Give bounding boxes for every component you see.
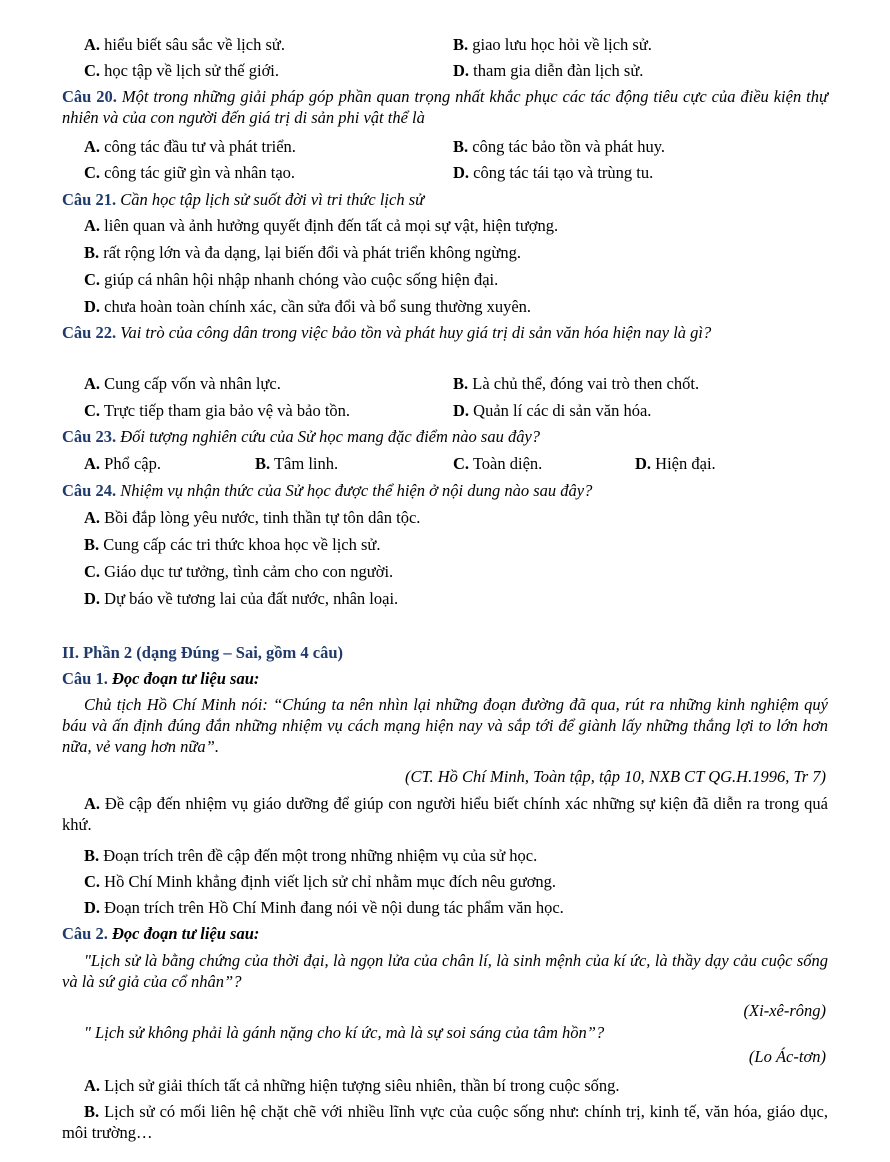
q21-option-a [84,215,558,237]
question-label: Câu 2. [62,924,108,943]
option-letter: C. [84,61,101,80]
option-letter: D. [453,163,470,182]
option-letter: B. [84,1102,100,1121]
option-text: Trực tiếp tham gia bảo vệ và bảo tồn. [100,401,351,420]
option-text: Lịch sử có mối liên hệ chặt chẽ với nhiều lĩnh vực của cuộc sống như: chính trị, kinh tế, văn hóa, giáo dục, môi trường… [62,1102,828,1142]
option-letter: A. [84,374,101,393]
q23-stem [62,426,828,448]
q21-option-b [84,242,521,264]
question-label: Câu 24. [62,481,117,500]
option-text: Hồ Chí Minh khẳng định viết lịch sử chỉ nhằm mục đích nêu gương. [100,872,557,891]
question-label: Câu 21. [62,190,117,209]
option-text: Lịch sử giải thích tất cả những hiện tượng siêu nhiên, thần bí trong cuộc sống. [100,1076,620,1095]
q24-option-a [84,507,420,529]
option-text: công tác bảo tồn và phát huy. [468,137,666,156]
option-text: Giáo dục tư tưởng, tình cảm cho con người. [100,562,394,581]
option-text: Dự báo về tương lai của đất nước, nhân loại. [100,589,399,608]
option-text: chưa hoàn toàn chính xác, cần sửa đổi và bổ sung thường xuyên. [100,297,532,316]
option-text: Quản lí các di sản văn hóa. [469,401,652,420]
q21-option-d [84,296,531,318]
option-text: giao lưu học hỏi về lịch sử. [468,35,652,54]
option-letter: C. [84,562,101,581]
option-text: Đoạn trích trên Hồ Chí Minh đang nói về nội dung tác phẩm văn học. [100,898,564,917]
q20-option-d [453,162,653,184]
option-text: Bồi đắp lòng yêu nước, tinh thần tự tôn dân tộc. [100,508,421,527]
q19-option-a [84,34,285,56]
q20-option-c [84,162,295,184]
p2q1-option-c [84,871,556,893]
q24-stem [62,480,828,502]
q24-option-d [84,588,398,610]
quote-text: Chủ tịch Hồ Chí Minh nói: “Chúng ta nên nhìn lại những đoạn đường đã qua, rút ra những kinh nghiệm quý báu và ấn định đúng đắn những nhiệm vụ cách mạng hiện nay và sắp tới để giành lấy những thắng lợi to lớn hơn nữa, vẻ vang hơn nữa”. [62,695,828,756]
option-letter: B. [255,454,271,473]
option-letter: C. [84,401,101,420]
question-label: Câu 20. [62,87,117,106]
question-label: Câu 1. [62,669,108,688]
option-letter: D. [84,297,101,316]
q22-stem [62,322,828,343]
p2q2-stem [62,923,828,945]
option-text: công tác đầu tư và phát triển. [100,137,296,156]
option-text: Tâm linh. [270,454,339,473]
option-letter: C. [84,270,101,289]
p2q1-option-a [62,793,828,835]
p2q1-source: (CT. Hồ Chí Minh, Toàn tập, tập 10, NXB CT QG.H.1996, Tr 7) [405,767,826,786]
q20-stem [62,86,828,128]
option-letter: A. [84,216,101,235]
option-letter: A. [84,508,101,527]
p2q1-option-d [84,897,564,919]
q22-option-d [453,400,651,422]
option-letter: D. [635,454,652,473]
quote-text: "Lịch sử là bằng chứng của thời đại, là ngọn lửa của chân lí, là sinh mệnh của kí ức, là thầy dạy cảu cuộc sống và là sứ giả của cổ nhân”? [62,951,828,991]
q23-option-c [453,453,542,475]
part2-heading: II. Phần 2 (dạng Đúng – Sai, gồm 4 câu) [62,643,344,662]
option-letter: A. [84,1076,101,1095]
option-letter: C. [84,163,101,182]
question-text: Một trong những giải pháp góp phần quan trọng nhất khắc phục các tác động tiêu cực của điều kiện thự nhiên và của con người đến giá trị di sản phi vật thể là [62,87,828,127]
q19-option-c [84,60,279,82]
option-letter: A. [84,35,101,54]
option-text: hiểu biết sâu sắc về lịch sử. [100,35,285,54]
p2q1-stem [62,668,828,690]
option-text: giúp cá nhân hội nhập nhanh chóng vào cuộc sống hiện đại. [100,270,499,289]
q23-option-d [635,453,716,475]
option-letter: B. [84,243,100,262]
option-text: Cung cấp các tri thức khoa học về lịch sử. [99,535,381,554]
option-text: học tập về lịch sử thế giới. [100,61,280,80]
option-letter: B. [453,35,469,54]
p2q1-quote [62,694,828,757]
question-text: Đối tượng nghiên cứu của Sử học mang đặc điểm nào sau đây? [116,427,541,446]
q22-option-a [84,373,281,395]
option-text: Đoạn trích trên đề cập đến một trong những nhiệm vụ của sử học. [99,846,538,865]
option-text: Đề cập đến nhiệm vụ giáo dưỡng để giúp con người hiểu biết chính xác những sự kiện đã diễn ra trong quá khứ. [62,794,828,834]
q24-option-b [84,534,380,556]
option-text: công tác giữ gìn và nhân tạo. [100,163,296,182]
option-text: Toàn diện. [469,454,543,473]
question-text: Vai trò của công dân trong việc bảo tồn và phát huy giá trị di sản văn hóa hiện nay là gì? [116,323,712,342]
q22-option-c [84,400,350,422]
p2q2-option-b [62,1101,828,1143]
q21-stem [62,189,828,211]
p2q2-option-a [84,1075,620,1097]
q24-option-c [84,561,393,583]
p2q2-source-2: (Lo Ác-tơn) [748,1047,826,1066]
question-label: Câu 23. [62,427,117,446]
option-letter: C. [84,872,101,891]
q20-option-a [84,136,296,158]
option-text: Cung cấp vốn và nhân lực. [100,374,281,393]
option-letter: B. [453,374,469,393]
option-letter: B. [84,846,100,865]
option-text: Phổ cập. [100,454,161,473]
question-text: Nhiệm vụ nhận thức của Sử học được thể hiện ở nội dung nào sau đây? [116,481,593,500]
p2q1-option-b [84,845,537,867]
option-text: rất rộng lớn và đa dạng, lại biến đổi và phát triển không ngừng. [99,243,521,262]
option-text: tham gia diễn đàn lịch sử. [469,61,644,80]
q19-option-d [453,60,643,82]
option-letter: B. [84,535,100,554]
question-label: Câu 22. [62,323,117,342]
q23-option-b [255,453,338,475]
option-letter: D. [453,401,470,420]
question-text: Cần học tập lịch sử suốt đời vì tri thức lịch sử [116,190,425,209]
option-text: công tác tái tạo và trùng tu. [469,163,654,182]
q22-option-b [453,373,699,395]
p2q2-quote-2: " Lịch sử không phải là gánh nặng cho kí ức, mà là sự soi sáng của tâm hồn”? [84,1023,605,1042]
option-letter: B. [453,137,469,156]
option-letter: D. [453,61,470,80]
p2q2-source-1: (Xi-xê-rông) [743,1001,826,1020]
p2q2-quote-1 [62,950,828,992]
q19-option-b [453,34,652,56]
option-letter: D. [84,589,101,608]
q20-option-b [453,136,665,158]
option-letter: A. [84,137,101,156]
option-text: Là chủ thể, đóng vai trò then chốt. [468,374,700,393]
option-letter: D. [84,898,101,917]
question-title: Đọc đoạn tư liệu sau: [107,924,260,943]
q23-option-a [84,453,161,475]
question-title: Đọc đoạn tư liệu sau: [107,669,260,688]
q21-option-c [84,269,498,291]
option-letter: C. [453,454,470,473]
option-text: liên quan và ảnh hưởng quyết định đến tất cả mọi sự vật, hiện tượng. [100,216,559,235]
option-letter: A. [84,454,101,473]
option-letter: A. [84,794,101,813]
option-text: Hiện đại. [651,454,716,473]
